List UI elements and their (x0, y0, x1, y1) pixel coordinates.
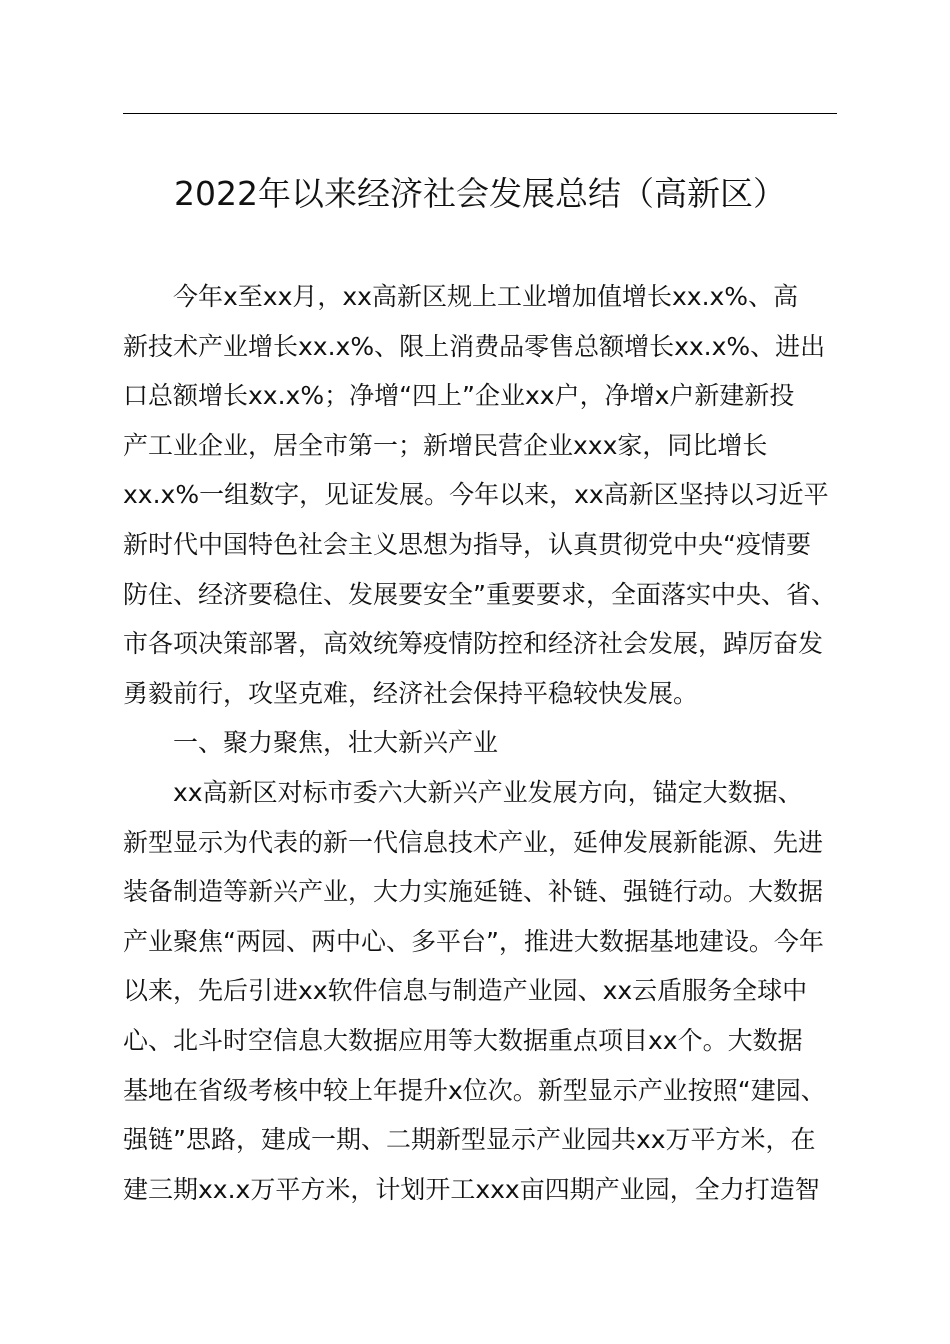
paragraph-2-line-6: 心、北斗时空信息大数据应用等大数据重点项目xx个。大数据 (123, 1025, 803, 1055)
document-title: 2022年以来经济社会发展总结（高新区） (174, 174, 786, 213)
paragraph-2-line-9: 建三期xx.x万平方米，计划开工xxx亩四期产业园，全力打造智 (123, 1174, 820, 1204)
paragraph-1-line-9: 勇毅前行，攻坚克难，经济社会保持平稳较快发展。 (123, 678, 699, 708)
paragraph-2-line-7: 基地在省级考核中较上年提升x位次。新型显示产业按照“建园、 (123, 1075, 826, 1105)
header-rule (123, 113, 837, 114)
document-body (123, 272, 837, 1214)
paragraph-2-line-1: xx高新区对标市委六大新兴产业发展方向，锚定大数据、 (173, 777, 803, 807)
paragraph-2-line-3: 装备制造等新兴产业，大力实施延链、补链、强链行动。大数据 (123, 877, 824, 907)
paragraph-1-line-5: xx.x%一组数字，见证发展。今年以来，xx高新区坚持以习近平 (123, 480, 829, 510)
paragraph-1-line-4: 产工业企业，居全市第一；新增民营企业xxx家，同比增长 (123, 430, 768, 460)
paragraph-1-line-3: 口总额增长xx.x%；净增“四上”企业xx户，净增x户新建新投 (123, 381, 795, 411)
paragraph-1-line-6: 新时代中国特色社会主义思想为指导，认真贯彻党中央“疫情要 (123, 529, 811, 559)
paragraph-1-line-1: 今年x至xx月，xx高新区规上工业增加值增长xx.x%、高 (173, 282, 799, 311)
paragraph-2-line-8: 强链”思路，建成一期、二期新型显示产业园共xx万平方米，在 (123, 1125, 816, 1155)
paragraph-1-line-2: 新技术产业增长xx.x%、限上消费品零售总额增长xx.x%、进出 (123, 331, 826, 361)
paragraph-2-line-2: 新型显示为代表的新一代信息技术产业，延伸发展新能源、先进 (123, 827, 824, 857)
paragraph-2-line-5: 以来，先后引进xx软件信息与制造产业园、xx云盾服务全球中 (123, 976, 808, 1006)
paragraph-2-line-4: 产业聚焦“两园、两中心、多平台”，推进大数据基地建设。今年 (123, 926, 824, 956)
paragraph-1-line-7: 防住、经济要稳住、发展要安全”重要要求，全面落实中央、省、 (123, 579, 836, 609)
section-heading-1: 一、聚力聚焦，壮大新兴产业 (173, 728, 499, 758)
paragraph-1-line-8: 市各项决策部署，高效统筹疫情防控和经济社会发展，踔厉奋发 (123, 629, 824, 659)
